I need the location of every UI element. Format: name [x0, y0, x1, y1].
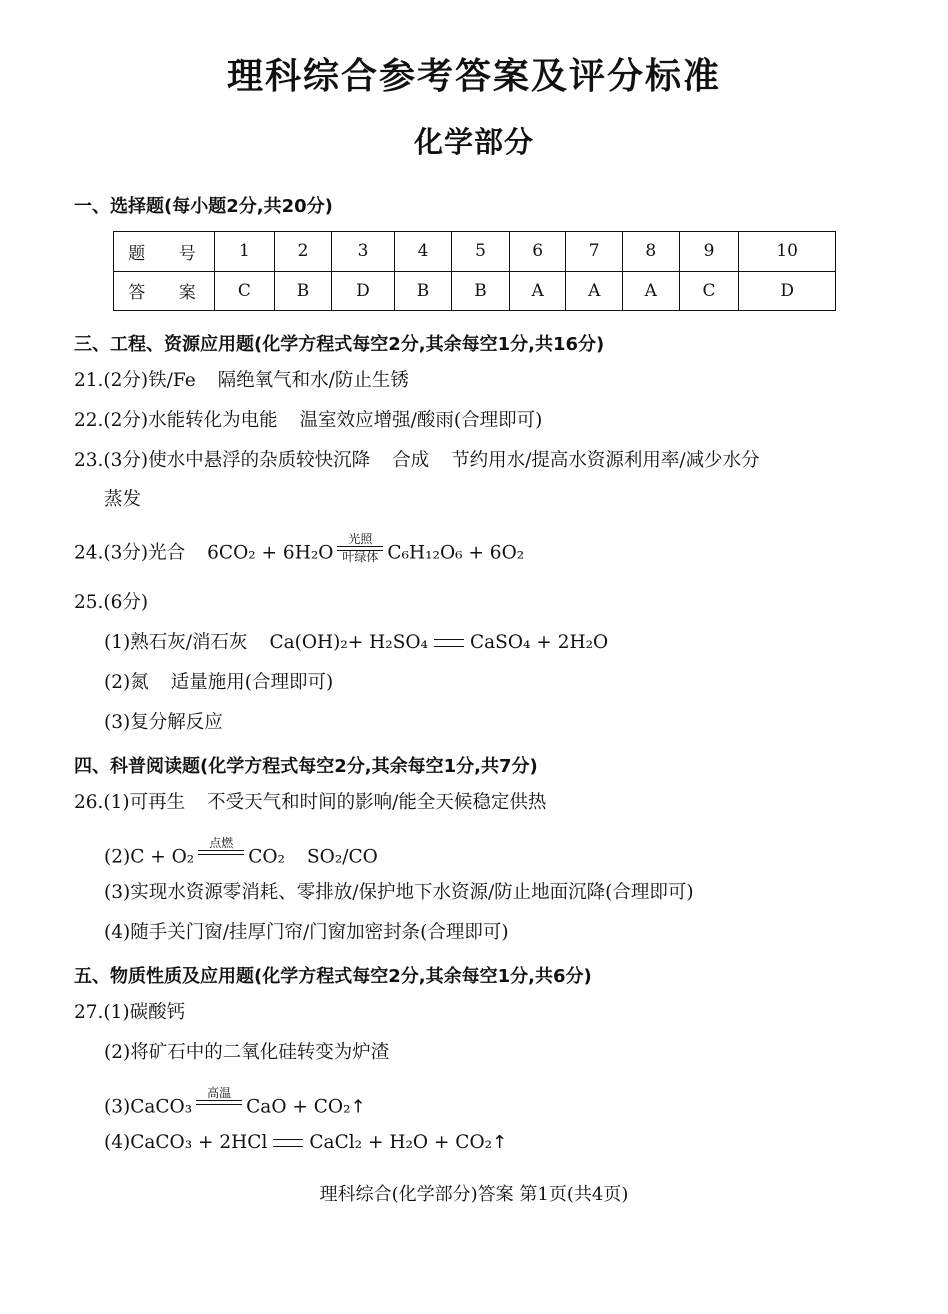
table-cell: 6: [509, 232, 566, 272]
table-cell: 2: [274, 232, 332, 272]
answer-27-part4: (4)CaCO₃ + 2HCl CaCl₂ + H₂O + CO₂↑: [104, 1132, 508, 1153]
table-cell: 4: [394, 232, 452, 272]
equals-sign-icon: [434, 639, 464, 647]
table-cell: B: [394, 271, 452, 311]
reaction-arrow-icon: 光照 叶绿体: [337, 533, 383, 564]
table-cell: B: [274, 271, 332, 311]
table-cell: 3: [332, 232, 394, 272]
table-cell: 8: [623, 232, 680, 272]
section-heading-reading: 四、科普阅读题(化学方程式每空2分,其余每空1分,共7分): [74, 756, 538, 777]
answer-25-part3: (3)复分解反应: [104, 712, 223, 733]
section-heading-properties: 五、物质性质及应用题(化学方程式每空2分,其余每空1分,共6分): [74, 966, 592, 987]
table-cell: C: [215, 271, 275, 311]
table-cell: D: [332, 271, 394, 311]
table-cell: B: [452, 271, 510, 311]
answer-24: 24.(3分)光合 6CO₂ + 6H₂O 光照 叶绿体 C₆H₁₂O₆ + 6O₂: [74, 532, 525, 564]
table-row-numbers: [114, 232, 836, 272]
page-subtitle: 化学部分: [413, 125, 534, 159]
answer-26-part1: 26.(1)可再生 不受天气和时间的影响/能全天候稳定供热: [74, 792, 547, 813]
table-cell: 10: [739, 232, 836, 272]
row-label-number: 题 号: [114, 232, 215, 272]
reaction-arrow-icon: 高温: [196, 1087, 242, 1118]
gas-arrow-icon: ↑: [350, 1096, 366, 1118]
page-title: 理科综合参考答案及评分标准: [226, 56, 721, 97]
answer-26-part4: (4)随手关门窗/挂厚门帘/门窗加密封条(合理即可): [104, 922, 509, 943]
reaction-arrow-icon: 点燃: [198, 837, 244, 868]
table-cell: A: [509, 271, 566, 311]
answer-23: 23.(3分)使水中悬浮的杂质较快沉降 合成 节约用水/提高水资源利用率/减少水分: [74, 450, 760, 471]
answer-27-part3: (3)CaCO₃ 高温 CaO + CO₂↑: [104, 1086, 366, 1118]
answer-23-continued: 蒸发: [104, 489, 142, 510]
table-cell: 9: [679, 232, 739, 272]
equation-left: 6CO₂ + 6H₂O: [207, 542, 334, 564]
table-row-answers: [114, 271, 836, 311]
table-cell: C: [679, 271, 739, 311]
section-heading-engineering: 三、工程、资源应用题(化学方程式每空2分,其余每空1分,共16分): [74, 334, 605, 355]
row-label-answer: 答 案: [114, 271, 215, 311]
answer-26-part2: (2)C + O₂ 点燃 CO₂ SO₂/CO: [104, 836, 378, 868]
table-cell: A: [566, 271, 623, 311]
answer-22: 22.(2分)水能转化为电能 温室效应增强/酸雨(合理即可): [74, 410, 543, 431]
answer-25-part2: (2)氮 适量施用(合理即可): [104, 672, 334, 693]
section-heading-choice: 一、选择题(每小题2分,共20分): [74, 196, 333, 217]
answer-table: [113, 231, 836, 311]
answer-27-part1: 27.(1)碳酸钙: [74, 1002, 186, 1023]
answer-25: 25.(6分): [74, 592, 149, 613]
page-footer: 理科综合(化学部分)答案 第1页(共4页): [319, 1184, 629, 1205]
table-cell: 1: [215, 232, 275, 272]
answer-21: 21.(2分)铁/Fe 隔绝氧气和水/防止生锈: [74, 370, 409, 391]
answer-27-part2: (2)将矿石中的二氧化硅转变为炉渣: [104, 1042, 390, 1063]
answer-25-part1: (1)熟石灰/消石灰 Ca(OH)₂+ H₂SO₄ CaSO₄ + 2H₂O: [104, 632, 609, 653]
answer-26-part3: (3)实现水资源零消耗、零排放/保护地下水资源/防止地面沉降(合理即可): [104, 882, 694, 903]
table-cell: D: [739, 271, 836, 311]
gas-arrow-icon: ↑: [492, 1132, 508, 1153]
table-cell: A: [623, 271, 680, 311]
table-cell: 5: [452, 232, 510, 272]
table-cell: 7: [566, 232, 623, 272]
equals-sign-icon: [273, 1139, 303, 1147]
equation-right: C₆H₁₂O₆ + 6O₂: [387, 542, 525, 564]
